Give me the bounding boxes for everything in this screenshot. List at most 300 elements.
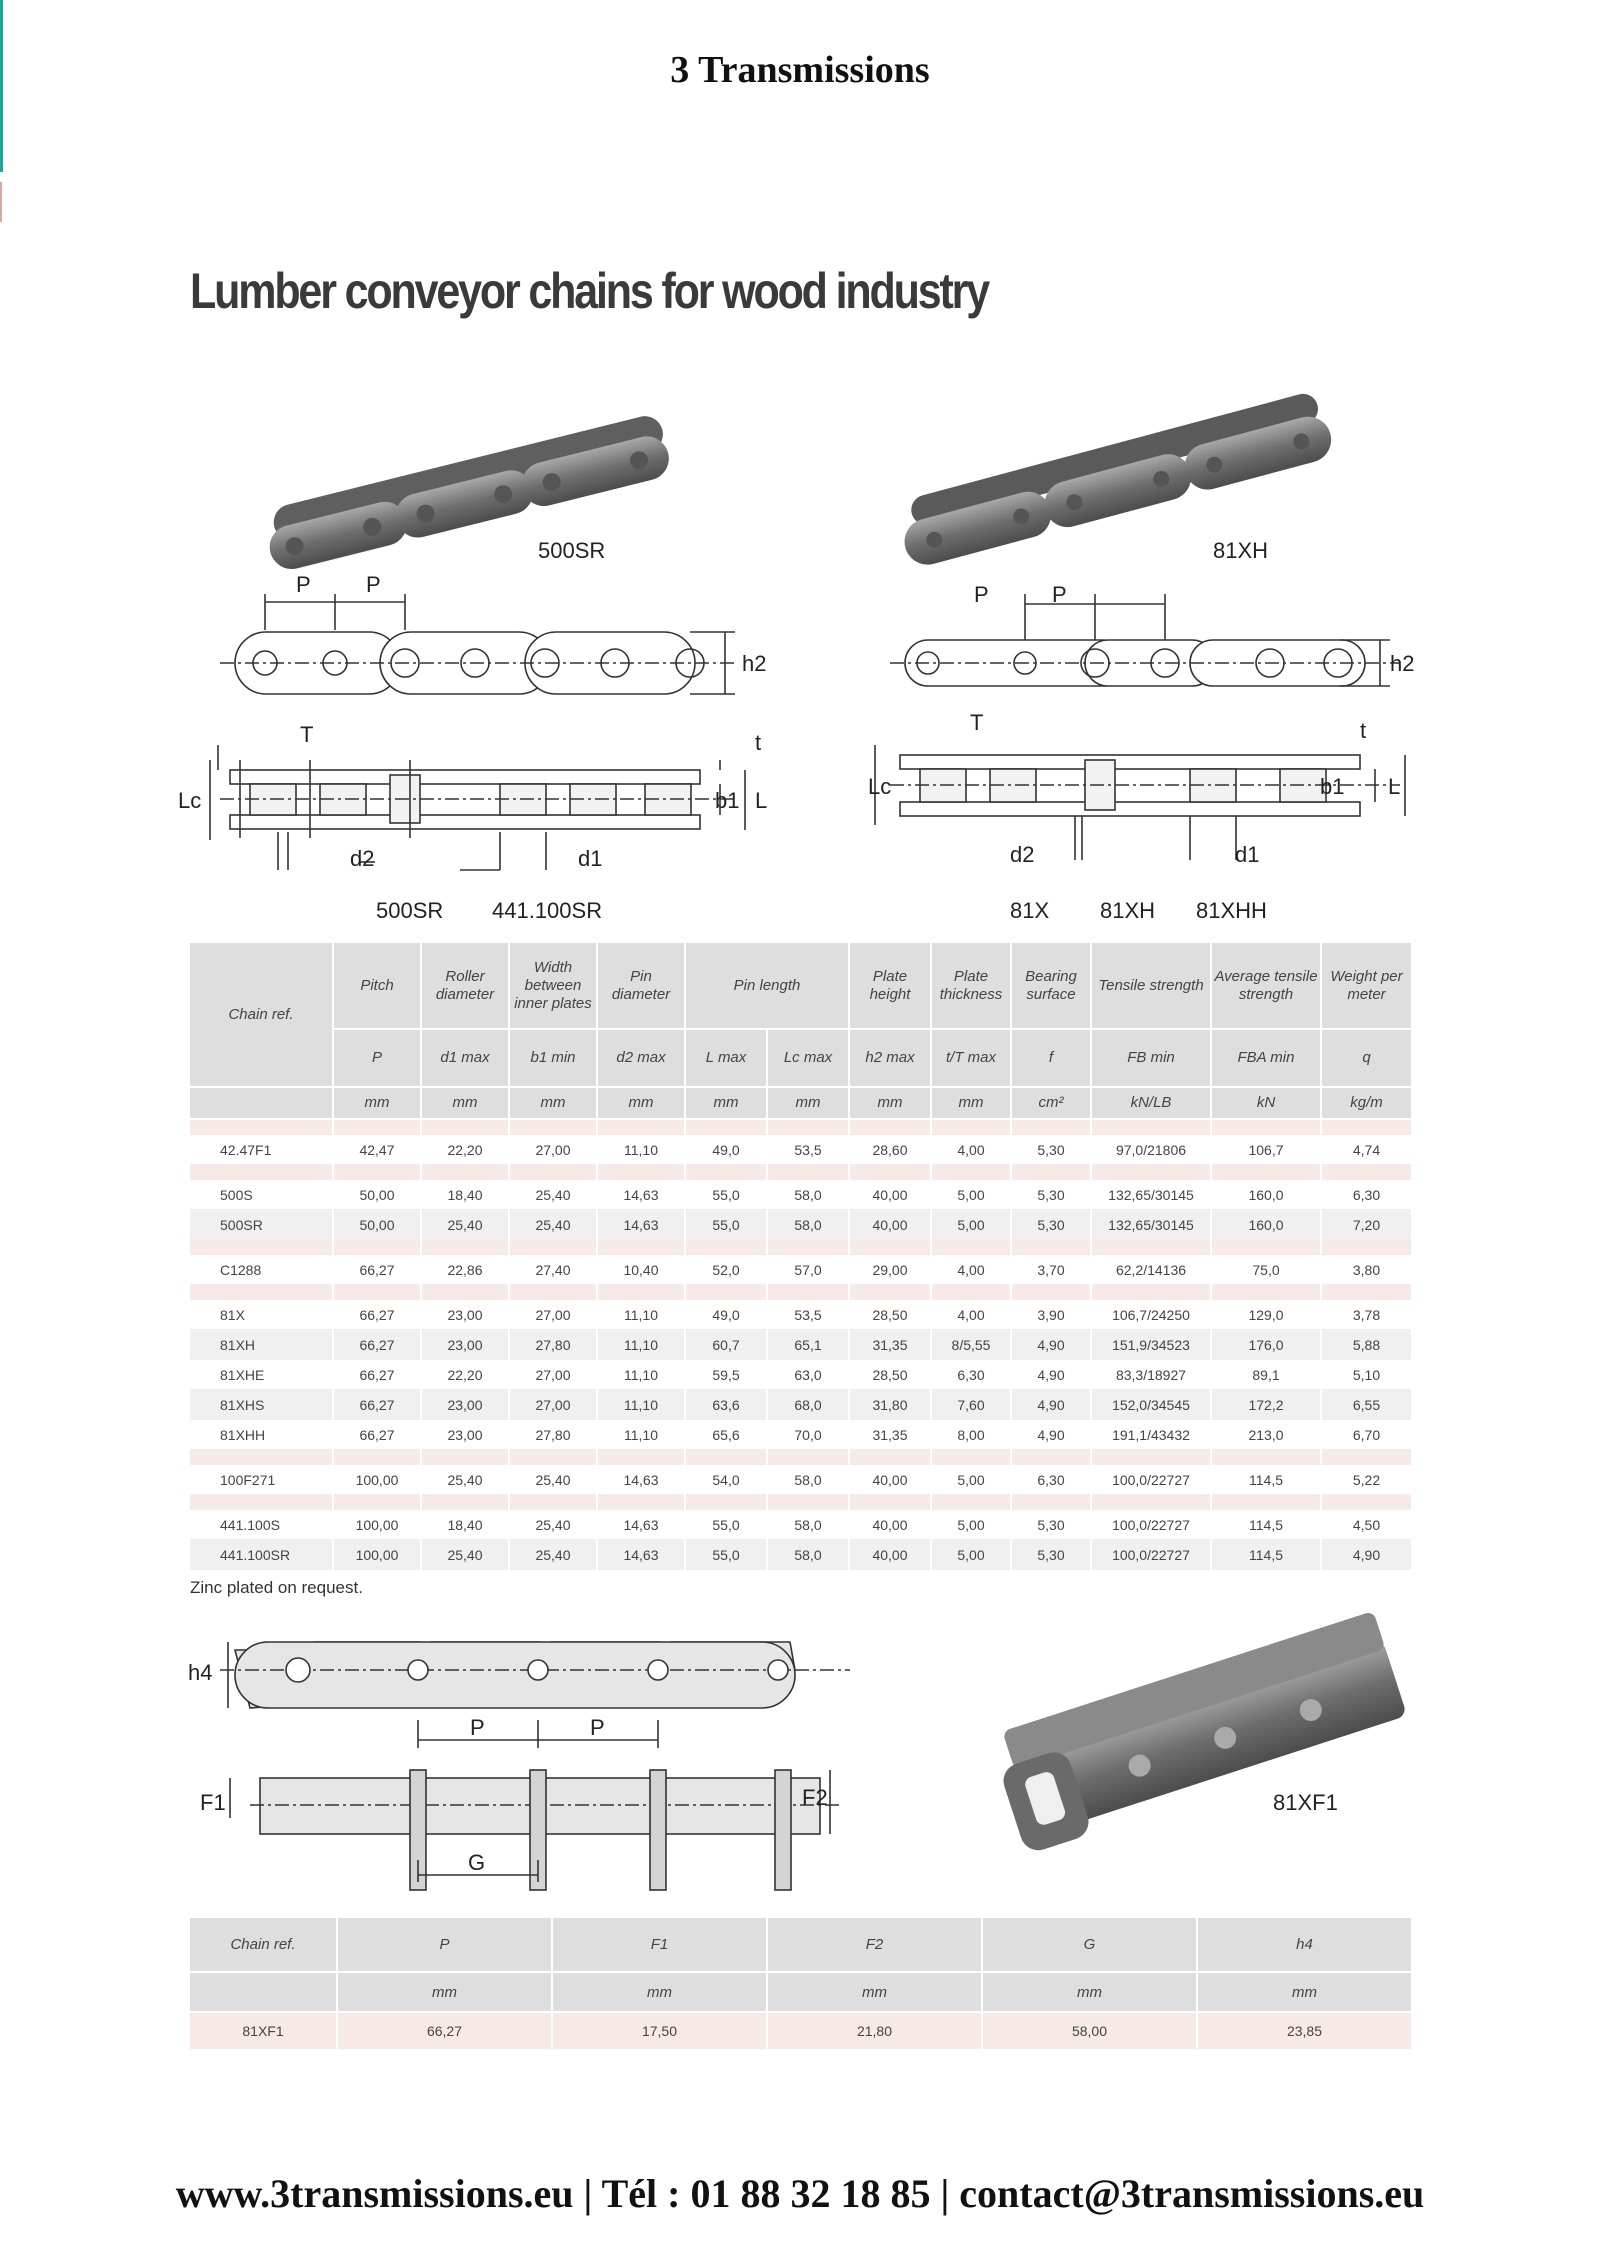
xf-table-body [190,2012,1412,2049]
table-cell: 50,00 [333,1180,421,1210]
table-cell: 5,30 [1011,1540,1091,1570]
table-cell: 25,40 [421,1210,509,1240]
spacer-cell [509,1165,597,1181]
dim-h4: h4 [188,1660,213,1685]
table-cell: 5,30 [1011,1510,1091,1540]
table-cell: 132,65/30145 [1091,1180,1211,1210]
page-title: Lumber conveyor chains for wood industry [190,263,989,319]
xf-table [190,1918,1413,2049]
table-cell: 172,2 [1211,1390,1321,1420]
table-row [190,1390,1412,1420]
table-cell: 5,00 [931,1540,1011,1570]
table-cell: 4,50 [1321,1510,1412,1540]
th-unit: mm [931,1087,1011,1119]
table-cell: 14,63 [597,1210,685,1240]
table-cell: 3,70 [1011,1255,1091,1285]
dim-T-right: T [970,710,984,735]
spacer-cell [421,1285,509,1301]
table-cell: 4,90 [1011,1420,1091,1450]
dim-pitch-1: P [296,572,311,597]
xf-cell: 81XF1 [190,2012,337,2049]
symbol-row [190,1029,1412,1087]
spacer-cell [333,1285,421,1301]
dim-b1: b1 [715,788,740,813]
table-cell: 11,10 [597,1135,685,1165]
spacer-cell [685,1285,767,1301]
spacer-cell [333,1119,421,1135]
table-cell: 100,0/22727 [1091,1540,1211,1570]
table-cell: 81XHH [190,1420,333,1450]
dim-F1: F1 [200,1790,226,1815]
spacer-cell [767,1165,849,1181]
table-cell: 22,20 [421,1135,509,1165]
spacer-cell [190,1495,333,1511]
spacer-cell [333,1495,421,1511]
spacer-cell [685,1495,767,1511]
table-cell: 5,00 [931,1180,1011,1210]
table-cell: 53,5 [767,1300,849,1330]
th-symbol: FBA min [1211,1029,1321,1087]
table-cell: 213,0 [1211,1420,1321,1450]
table-cell: 58,0 [767,1510,849,1540]
th-symbol: L max [685,1029,767,1087]
table-cell: 3,90 [1011,1300,1091,1330]
th-unit: mm [421,1087,509,1119]
table-cell: 63,6 [685,1390,767,1420]
table-cell: 49,0 [685,1300,767,1330]
spacer-cell [1091,1240,1211,1256]
table-row [190,1465,1412,1495]
spacer-cell [509,1119,597,1135]
spacer-cell [1091,1450,1211,1466]
company-header: 3 Transmissions [670,49,930,91]
table-cell: 68,0 [767,1390,849,1420]
table-cell: 23,00 [421,1390,509,1420]
table-cell: 132,65/30145 [1091,1210,1211,1240]
th-width-inner-plates: Width between inner plates [509,943,597,1029]
table-cell: 3,80 [1321,1255,1412,1285]
table-cell: 66,27 [333,1255,421,1285]
table-cell: 14,63 [597,1180,685,1210]
xf-row [190,2012,1412,2049]
dim-d2-right: d2 [1010,842,1035,867]
dim-t: t [755,730,762,755]
th-symbol: Lc max [767,1029,849,1087]
footer-contact: www.3transmissions.eu | Tél : 01 88 32 18 85 | contact@3transmissions.eu [175,2171,1425,2216]
photo-label-81xh: 81XH [1213,538,1269,563]
spacer-cell [1011,1495,1091,1511]
table-cell: 70,0 [767,1420,849,1450]
table-cell: 53,5 [767,1135,849,1165]
th-unit: kg/m [1321,1087,1412,1119]
group-spacer [190,1495,1412,1511]
table-cell: 4,00 [931,1255,1011,1285]
table-cell: 23,00 [421,1330,509,1360]
spacer-cell [1091,1119,1211,1135]
spacer-cell [190,1165,333,1181]
spec-table-body [190,1119,1412,1570]
table-cell: 114,5 [1211,1465,1321,1495]
table-cell: 55,0 [685,1510,767,1540]
th-unit: kN/LB [1091,1087,1211,1119]
table-cell: 49,0 [685,1135,767,1165]
spacer-cell [333,1165,421,1181]
spacer-cell [333,1240,421,1256]
group-spacer [190,1240,1412,1256]
spacer-cell [849,1495,931,1511]
th-unit: mm [333,1087,421,1119]
table-cell: 31,35 [849,1330,931,1360]
table-cell: 23,00 [421,1300,509,1330]
table-cell: 100,0/22727 [1091,1465,1211,1495]
table-cell: 55,0 [685,1540,767,1570]
xf-cell: 17,50 [552,2012,767,2049]
table-cell: 6,30 [1321,1180,1412,1210]
table-row [190,1255,1412,1285]
table-cell: 25,40 [509,1210,597,1240]
table-cell: 4,90 [1321,1540,1412,1570]
caption-441-100sr: 441.100SR [492,898,603,923]
table-cell: 176,0 [1211,1330,1321,1360]
table-cell: 52,0 [685,1255,767,1285]
spacer-cell [509,1240,597,1256]
table-cell: 4,00 [931,1300,1011,1330]
spacer-cell [597,1119,685,1135]
caption-81xh: 81XH [1100,898,1156,923]
table-cell: 5,88 [1321,1330,1412,1360]
table-cell: 75,0 [1211,1255,1321,1285]
spacer-cell [597,1165,685,1181]
table-cell: 40,00 [849,1540,931,1570]
dim-d1: d1 [578,846,603,871]
table-cell: 58,0 [767,1180,849,1210]
group-spacer [190,1285,1412,1301]
xf-cell: 66,27 [337,2012,552,2049]
spacer-cell [1211,1285,1321,1301]
spacer-cell [1321,1450,1412,1466]
spacer-cell [190,1450,333,1466]
table-cell: 66,27 [333,1390,421,1420]
table-cell: 5,10 [1321,1360,1412,1390]
group-spacer [190,1119,1412,1135]
table-cell: 500S [190,1180,333,1210]
photo-label-81xf1: 81XF1 [1273,1790,1338,1815]
table-cell: 25,40 [509,1465,597,1495]
table-cell: 152,0/34545 [1091,1390,1211,1420]
table-cell: 129,0 [1211,1300,1321,1330]
table-cell: 60,7 [685,1330,767,1360]
dim-G: G [468,1850,486,1875]
table-cell: 191,1/43432 [1091,1420,1211,1450]
table-row [190,1510,1412,1540]
table-cell: 27,40 [509,1255,597,1285]
spacer-cell [931,1240,1011,1256]
dim-P-xf-2: P [590,1715,605,1740]
table-cell: 42.47F1 [190,1135,333,1165]
xf-th: F2 [767,1918,982,1972]
th-symbol: t/T max [931,1029,1011,1087]
table-cell: 66,27 [333,1360,421,1390]
table-cell: 66,27 [333,1300,421,1330]
table-cell: 106,7 [1211,1135,1321,1165]
spacer-cell [1211,1495,1321,1511]
spacer-cell [190,1119,333,1135]
spacer-cell [849,1285,931,1301]
th-symbol: d2 max [597,1029,685,1087]
th-unit: cm² [1011,1087,1091,1119]
dim-pitch-3: P [974,582,989,607]
spacer-cell [685,1119,767,1135]
table-cell: 63,0 [767,1360,849,1390]
spacer-cell [849,1240,931,1256]
table-cell: 28,50 [849,1300,931,1330]
spacer-cell [767,1119,849,1135]
spacer-cell [1321,1240,1412,1256]
th-unit: kN [1211,1087,1321,1119]
spacer-cell [421,1495,509,1511]
spacer-cell [509,1285,597,1301]
th-symbol: P [333,1029,421,1087]
spacer-cell [931,1285,1011,1301]
spacer-cell [421,1240,509,1256]
table-cell: 160,0 [1211,1180,1321,1210]
table-cell: 4,90 [1011,1330,1091,1360]
table-cell: 66,27 [333,1330,421,1360]
spacer-cell [1321,1495,1412,1511]
spacer-cell [1011,1119,1091,1135]
table-cell: 40,00 [849,1465,931,1495]
table-cell: 50,00 [333,1210,421,1240]
xf-th-unit: mm [767,1972,982,2012]
table-cell: 31,80 [849,1390,931,1420]
table-cell: 28,60 [849,1135,931,1165]
table-cell: 25,40 [421,1540,509,1570]
chain-photo-500sr [250,420,690,550]
dim-L-right: L [1388,774,1401,799]
table-cell: 441.100SR [190,1540,333,1570]
table-cell: 114,5 [1211,1510,1321,1540]
xf-th: F1 [552,1918,767,1972]
table-row [190,1420,1412,1450]
table-row [190,1540,1412,1570]
th-weight: Weight per meter [1321,943,1412,1029]
table-cell: 14,63 [597,1465,685,1495]
table-cell: 58,0 [767,1540,849,1570]
spacer-cell [1011,1240,1091,1256]
th-chain-ref: Chain ref. [190,943,333,1087]
spacer-cell [509,1495,597,1511]
spacer-cell [190,1285,333,1301]
th-symbol: q [1321,1029,1412,1087]
th-unit: mm [509,1087,597,1119]
xf-th-unit: mm [552,1972,767,2012]
table-cell: 6,55 [1321,1390,1412,1420]
table-cell: 11,10 [597,1390,685,1420]
table-cell: 100,00 [333,1540,421,1570]
table-cell: 5,30 [1011,1180,1091,1210]
table-cell: 25,40 [509,1180,597,1210]
spacer-cell [849,1119,931,1135]
dim-F2: F2 [802,1785,828,1810]
xf-th-unit [190,1972,337,2012]
table-row [190,1180,1412,1210]
table-cell: 27,80 [509,1330,597,1360]
xf-th-unit: mm [1197,1972,1412,2012]
table-cell: 100F271 [190,1465,333,1495]
table-cell: 151,9/34523 [1091,1330,1211,1360]
table-cell: 8,00 [931,1420,1011,1450]
th-symbol: FB min [1091,1029,1211,1087]
table-cell: 97,0/21806 [1091,1135,1211,1165]
table-cell: 81XHE [190,1360,333,1390]
dim-Lc-right: Lc [868,774,892,799]
table-row [190,1360,1412,1390]
th-unit: mm [685,1087,767,1119]
spacer-cell [1211,1240,1321,1256]
table-cell: 4,90 [1011,1360,1091,1390]
spacer-cell [1091,1165,1211,1181]
table-cell: 3,78 [1321,1300,1412,1330]
table-cell: 58,0 [767,1210,849,1240]
spacer-cell [597,1240,685,1256]
spacer-cell [597,1450,685,1466]
table-cell: 23,00 [421,1420,509,1450]
table-cell: 14,63 [597,1510,685,1540]
table-cell: 100,00 [333,1465,421,1495]
caption-81x: 81X [1010,898,1050,923]
table-cell: 22,20 [421,1360,509,1390]
th-average-tensile: Average tensile strength [1211,943,1321,1029]
th-symbol: h2 max [849,1029,931,1087]
spacer-cell [931,1495,1011,1511]
dim-b1-right: b1 [1320,774,1345,799]
spacer-cell [1321,1119,1412,1135]
xf-th: P [337,1918,552,1972]
spacer-cell [685,1240,767,1256]
spacer-cell [1321,1165,1412,1181]
table-cell: 81XH [190,1330,333,1360]
spacer-cell [421,1165,509,1181]
xf-th-unit: mm [337,1972,552,2012]
table-cell: 106,7/24250 [1091,1300,1211,1330]
spacer-cell [1321,1285,1412,1301]
table-cell: 7,20 [1321,1210,1412,1240]
dim-pitch-2: P [366,572,381,597]
caption-500sr: 500SR [376,898,444,923]
xf-cell: 58,00 [982,2012,1197,2049]
xf-cell: 21,80 [767,2012,982,2049]
dim-Lc: Lc [178,788,202,813]
table-cell: 441.100S [190,1510,333,1540]
dim-pitch-4: P [1052,582,1067,607]
spacer-cell [1011,1285,1091,1301]
unit-row [190,1087,1412,1119]
group-spacer [190,1450,1412,1466]
th-unit-blank [190,1087,333,1119]
xf-header-row [190,1918,1412,1972]
th-tensile-strength: Tensile strength [1091,943,1211,1029]
table-cell: 40,00 [849,1180,931,1210]
table-cell: 100,00 [333,1510,421,1540]
table-cell: 27,00 [509,1390,597,1420]
table-cell: 40,00 [849,1210,931,1240]
spacer-cell [421,1450,509,1466]
spacer-cell [849,1165,931,1181]
table-cell: 4,00 [931,1135,1011,1165]
spacer-cell [931,1165,1011,1181]
xf-th-unit: mm [982,1972,1197,2012]
table-cell: C1288 [190,1255,333,1285]
spacer-cell [1211,1165,1321,1181]
table-cell: 59,5 [685,1360,767,1390]
table-cell: 28,50 [849,1360,931,1390]
table-cell: 5,00 [931,1210,1011,1240]
th-unit: mm [597,1087,685,1119]
spacer-cell [1091,1285,1211,1301]
th-plate-thickness: Plate thickness [931,943,1011,1029]
table-row [190,1210,1412,1240]
th-symbol: b1 min [509,1029,597,1087]
spacer-cell [685,1165,767,1181]
spacer-cell [1211,1450,1321,1466]
table-cell: 100,0/22727 [1091,1510,1211,1540]
table-cell: 27,80 [509,1420,597,1450]
dim-h2-right: h2 [1390,651,1415,676]
spacer-cell [1091,1495,1211,1511]
table-cell: 5,22 [1321,1465,1412,1495]
table-cell: 6,30 [931,1360,1011,1390]
table-cell: 55,0 [685,1210,767,1240]
diagram-81xh [860,580,1420,890]
th-pitch: Pitch [333,943,421,1029]
table-cell: 54,0 [685,1465,767,1495]
table-cell: 18,40 [421,1510,509,1540]
table-cell: 5,30 [1011,1210,1091,1240]
spacer-cell [597,1495,685,1511]
diagram-81xf1 [190,1620,870,1900]
table-row [190,1330,1412,1360]
table-cell: 10,40 [597,1255,685,1285]
table-cell: 83,3/18927 [1091,1360,1211,1390]
dim-T: T [300,722,314,747]
spec-table [190,943,1413,1570]
table-cell: 25,40 [509,1540,597,1570]
dim-d1-right: d1 [1235,842,1260,867]
table-cell: 11,10 [597,1420,685,1450]
xf-unit-row [190,1972,1412,2012]
table-cell: 65,6 [685,1420,767,1450]
table-cell: 5,00 [931,1465,1011,1495]
spacer-cell [1211,1119,1321,1135]
spacer-cell [597,1285,685,1301]
edge-accent-mark [0,182,2,222]
spacer-cell [421,1119,509,1135]
th-roller-diameter: Roller diameter [421,943,509,1029]
spacer-cell [685,1450,767,1466]
dim-d2: d2 [350,846,375,871]
table-cell: 66,27 [333,1420,421,1450]
spacer-cell [509,1450,597,1466]
table-cell: 58,0 [767,1465,849,1495]
table-cell: 11,10 [597,1360,685,1390]
caption-81xhh: 81XHH [1196,898,1267,923]
spacer-cell [767,1495,849,1511]
table-cell: 25,40 [509,1510,597,1540]
table-cell: 4,90 [1011,1390,1091,1420]
table-cell: 29,00 [849,1255,931,1285]
table-cell: 500SR [190,1210,333,1240]
th-symbol: d1 max [421,1029,509,1087]
